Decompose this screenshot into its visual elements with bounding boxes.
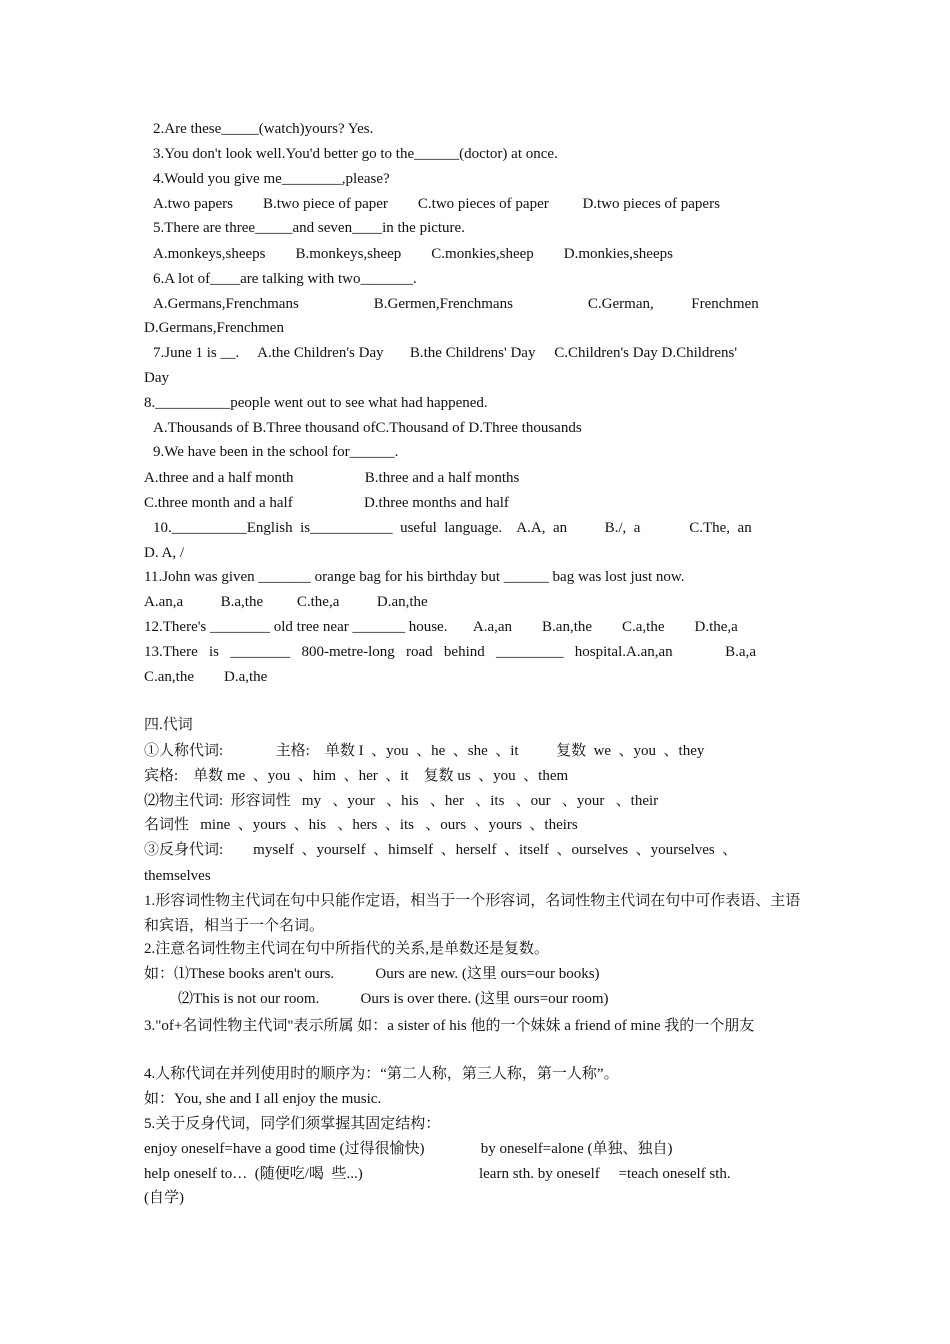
note-3: 3."of+名词性物主代词"表示所属 如：a sister of his 他的一个妹妹 a friend of mine 我的一个朋友 [144,1018,755,1034]
question-7: 7.June 1 is __. A.the Children's Day B.the Childrens' Day C.Children's Day D.Childrens' [153,345,738,361]
question-6-options-cont: D.Germans,Frenchmen [144,320,284,336]
note-2-example-2: ⑵This is not our room. Ours is over there. (这里 ours=our room) [178,991,609,1007]
possessive-adjective: ⑵物主代词: 形容词性 my 、your 、his 、her 、its 、our 、your 、their [144,793,659,809]
note-5: 5.关于反身代词，同学们须掌握其固定结构： [144,1116,441,1132]
note-1: 1.形容词性物主代词在句中只能作定语，相当于一个形容词，名词性物主代词在句中可作表语、主语和宾语，相当于一个名词。 [144,893,801,934]
reflexive-pronouns-cont: themselves [144,868,211,884]
question-10: 10.__________English is___________ useful language. A.A, an B./, a C.The, an [153,520,752,536]
note-5-b: help oneself to… (随便吃/喝 些...) learn sth. by oneself =teach oneself sth. [144,1166,731,1182]
question-5: 5.There are three_____and seven____in the picture. [153,220,465,236]
note-2-example-1: 如：⑴These books aren't ours. Ours are new. (这里 ours=our books) [144,966,600,982]
note-2: 2.注意名词性物主代词在句中所指代的关系,是单数还是复数。 [144,941,550,957]
question-4-options: A.two papers B.two piece of paper C.two pieces of paper D.two pieces of papers [153,196,720,212]
question-10-cont: D. A, / [144,545,185,561]
section-heading: 四.代词 [144,717,193,733]
question-8-options: A.Thousands of B.Three thousand ofC.Thousand of D.Three thousands [153,420,582,436]
question-5-options: A.monkeys,sheeps B.monkeys,sheep C.monkies,sheep D.monkies,sheeps [153,246,673,262]
personal-pronouns-object: 宾格: 单数 me 、you 、him 、her 、it 复数 us 、you 、them [144,768,569,784]
question-4: 4.Would you give me________,please? [153,171,390,187]
question-9-options-b: C.three month and a half D.three months and half [144,495,509,511]
question-13: 13.There is ________ 800-metre-long road behind _________ hospital.A.an,an B.a,a [144,644,756,660]
question-9: 9.We have been in the school for______. [153,444,399,460]
note-5-c: (自学) [144,1190,184,1206]
question-11: 11.John was given _______ orange bag for his birthday but ______ bag was lost just now. [144,569,685,585]
note-4: 4.人称代词在并列使用时的顺序为：“第二人称，第三人称，第一人称”。 [144,1066,619,1082]
question-8: 8.__________people went out to see what had happened. [144,395,488,411]
possessive-noun: 名词性 mine 、yours 、his 、hers 、its 、ours 、yours 、theirs [144,817,578,833]
reflexive-pronouns: ③反身代词: myself 、yourself 、himself 、herself 、itself 、ourselves 、yourselves 、 [144,842,738,858]
question-11-options: A.an,a B.a,the C.the,a D.an,the [144,594,428,610]
question-3: 3.You don't look well.You'd better go to the______(doctor) at once. [153,146,558,162]
question-2: 2.Are these_____(watch)yours? Yes. [153,121,374,137]
note-5-a: enjoy oneself=have a good time (过得很愉快) by oneself=alone (单独、独自) [144,1141,673,1157]
question-7-cont: Day [144,370,169,386]
question-9-options-a: A.three and a half month B.three and a half months [144,470,520,486]
note-4-example: 如：You, she and I all enjoy the music. [144,1091,382,1107]
question-6-options: A.Germans,Frenchmans B.Germen,Frenchmans C.German, Frenchmen [153,296,759,312]
personal-pronouns-subject: ①人称代词: 主格: 单数 I 、you 、he 、she 、it 复数 we 、you 、they [144,743,705,759]
question-12: 12.There's ________ old tree near _______ house. A.a,an B.an,the C.a,the D.the,a [144,619,738,635]
question-6: 6.A lot of____are talking with two_______. [153,271,417,287]
question-13-cont: C.an,the D.a,the [144,669,268,685]
